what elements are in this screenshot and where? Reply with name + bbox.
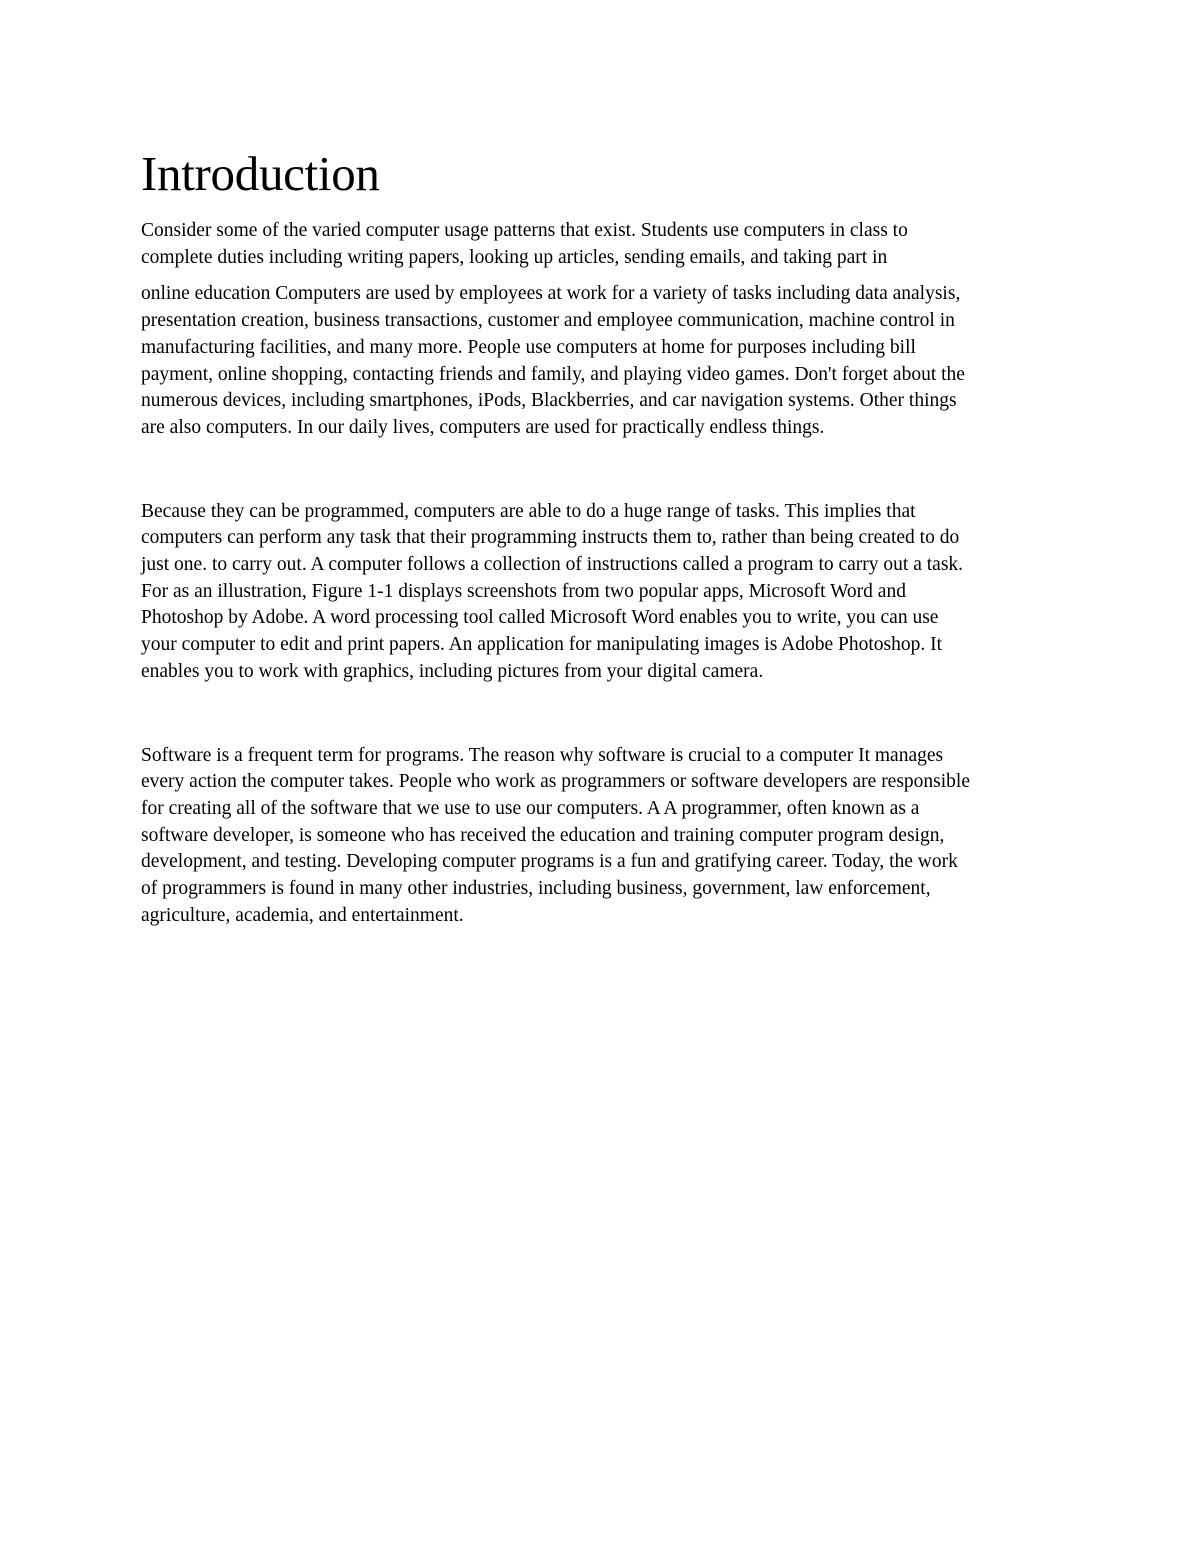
paragraph-3	[141, 499, 1071, 686]
text-line: For as an illustration, Figure 1-1 displays screenshots from two popular apps, Microsoft Word and	[141, 580, 906, 602]
text-line: numerous devices, including smartphones, iPods, Blackberries, and car navigation systems. Other things	[141, 390, 957, 412]
text-line: every action the computer takes. People who work as programmers or software developers are responsible	[141, 771, 971, 793]
text-line: are also computers. In our daily lives, computers are used for practically endless things.	[141, 416, 825, 438]
text-line: agriculture, academia, and entertainment.	[141, 904, 464, 926]
text-line: payment, online shopping, contacting friends and family, and playing video games. Don't forget about the	[141, 363, 965, 385]
text-line: Consider some of the varied computer usage patterns that exist. Students use computers in class to	[141, 220, 908, 241]
paragraph-4	[141, 743, 1071, 930]
text-line: manufacturing facilities, and many more. People use computers at home for purposes including bill	[141, 336, 916, 358]
text-line: online education Computers are used by employees at work for a variety of tasks including data analysis,	[141, 283, 961, 305]
text-line: complete duties including writing papers, looking up articles, sending emails, and taking part in	[141, 246, 888, 268]
text-line: presentation creation, business transactions, customer and employee communication, machine control in	[141, 310, 955, 332]
text-line: Software is a frequent term for programs. The reason why software is crucial to a computer It manages	[141, 744, 944, 766]
text-line: for creating all of the software that we use to use our computers. A A programmer, often known as a	[141, 797, 920, 819]
text-line: enables you to work with graphics, including pictures from your digital camera.	[141, 660, 764, 682]
text-line: Because they can be programmed, computers are able to do a huge range of tasks. This implies that	[141, 500, 916, 522]
page-title: Introduction	[141, 146, 380, 201]
paragraph-2	[141, 281, 1071, 441]
text-line: development, and testing. Developing computer programs is a fun and gratifying career. Today, the work	[141, 851, 958, 873]
paragraph-1	[141, 218, 1071, 271]
document-body	[141, 143, 1071, 929]
text-line: software developer, is someone who has received the education and training computer program design,	[141, 824, 945, 846]
text-line: Photoshop by Adobe. A word processing tool called Microsoft Word enables you to write, you can use	[141, 607, 939, 629]
text-line: your computer to edit and print papers. An application for manipulating images is Adobe Photoshop. It	[141, 634, 942, 656]
text-line: just one. to carry out. A computer follows a collection of instructions called a program to carry out a task.	[141, 554, 964, 576]
text-line: of programmers is found in many other industries, including business, government, law enforcement,	[141, 878, 931, 900]
text-line: computers can perform any task that their programming instructs them to, rather than being created to do	[141, 527, 960, 549]
